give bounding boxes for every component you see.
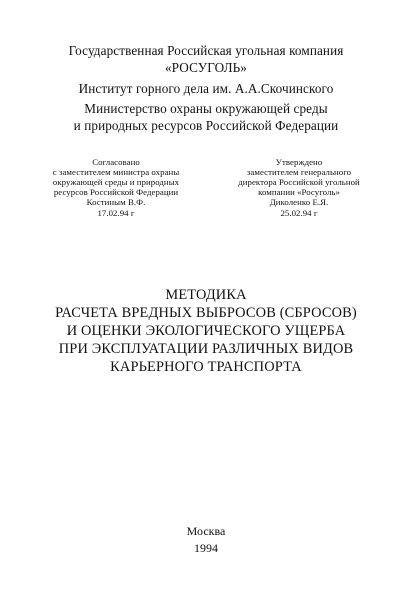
approval-right-date: 25.02.94 г — [280, 208, 318, 218]
approval-left-line-4: ресурсов Российской Федерации — [53, 187, 179, 197]
ministry-name-line-2: и природных ресурсов Российской Федерации — [73, 118, 339, 133]
approval-right-line-3: директора Российской угольной — [238, 177, 360, 187]
approval-right-line-4: компании «Росуголь» — [258, 187, 340, 197]
approval-right-line-2: заместителем генерального — [246, 167, 352, 177]
title-line-4: ПРИ ЭКСПЛУАТАЦИИ РАЗЛИЧНЫХ ВИДОВ — [58, 341, 354, 357]
title-line-3: И ОЦЕНКИ ЭКОЛОГИЧЕСКОГО УЩЕРБА — [66, 323, 346, 339]
approval-left-line-3: окружающей среды и природных — [52, 177, 180, 187]
title-line-5: КАРЬЕРНОГО ТРАНСПОРТА — [110, 359, 302, 375]
title-line-2: РАСЧЕТА ВРЕДНЫХ ВЫБРОСОВ (СБРОСОВ) — [55, 305, 357, 321]
approval-left-heading: Согласовано — [92, 157, 140, 167]
title-line-1: МЕТОДИКА — [165, 287, 247, 303]
publication-year: 1994 — [194, 541, 218, 555]
approval-left-date: 17.02.94 г — [97, 208, 135, 218]
approval-right-signatory: Диколенко Е.Я. — [269, 197, 329, 207]
ministry-name-line-1: Министерство охраны окружающей среды — [84, 101, 328, 116]
approval-left-signatory: Костиным В.Ф. — [86, 197, 146, 207]
company-name-line-1: Государственная Российская угольная компания — [68, 43, 344, 58]
approval-left-line-2: с заместителем министра охраны — [52, 167, 180, 177]
publication-city: Москва — [186, 524, 226, 538]
institute-name: Институт горного дела им. А.А.Скочинского — [78, 81, 334, 96]
approval-right-heading: Утверждено — [275, 157, 323, 167]
company-name-line-2: «РОСУГОЛЬ» — [164, 60, 248, 75]
